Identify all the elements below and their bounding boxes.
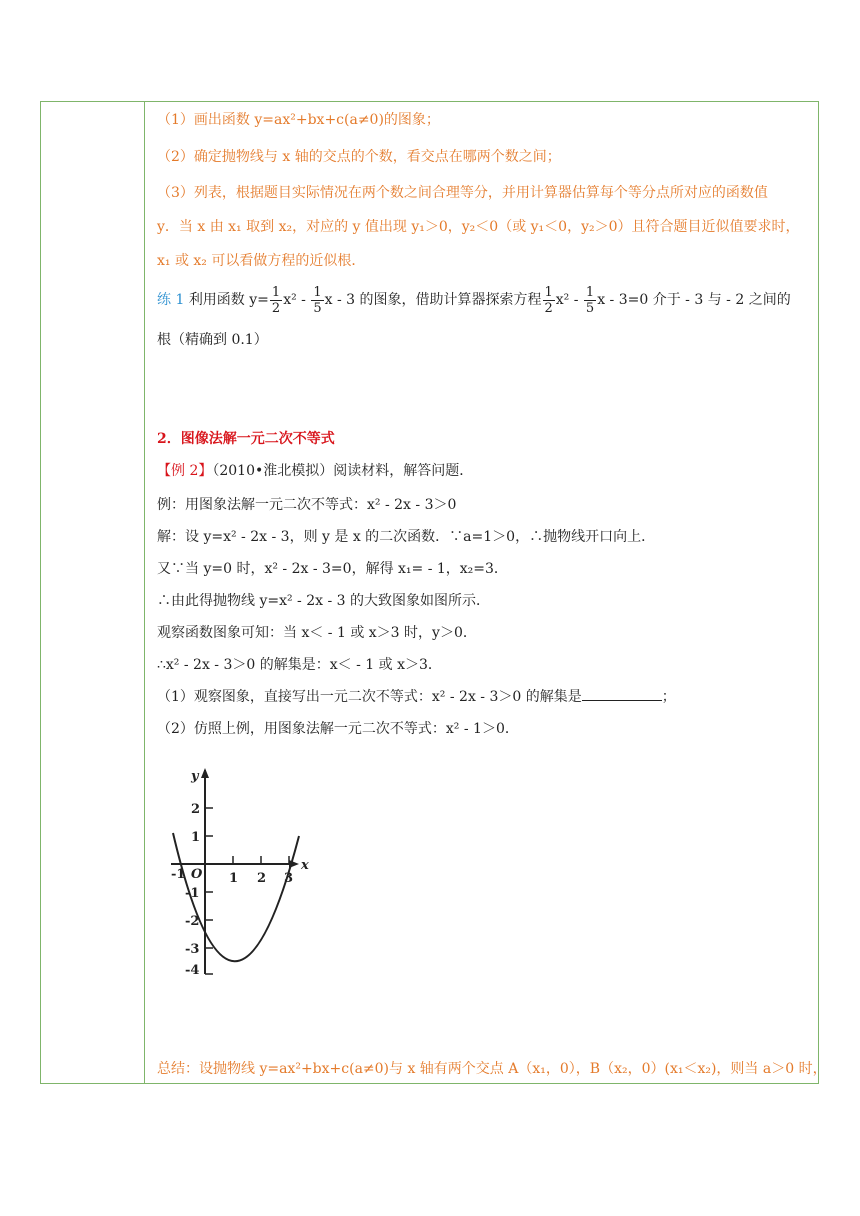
y-tick-label: -1 [185,886,200,901]
question-1-end: ； [661,689,676,705]
exercise-1 [157,280,791,320]
x-tick-label: 2 [257,871,267,886]
exercise-text: x - 3=0 介于 - 3 与 - 2 之间的 [597,292,791,308]
exercise-text: 利用函数 y= [188,292,269,308]
y-tick-label: -2 [185,914,200,929]
example-source: （2010•淮北模拟）阅读材料，解答问题． [212,463,474,479]
y-label: y [191,769,199,784]
y-axis-arrow [201,768,209,778]
section-heading: 2．图像法解一元二次不等式 [157,431,335,447]
example-line-6: ∴x² - 2x - 3＞0 的解集是：x＜ - 1 或 x＞3． [157,657,442,673]
fraction: $\frac{1}{2}$ [271,284,281,316]
exercise-label: 练 1 [157,292,185,308]
left-column [41,102,145,1083]
x-tick-label: 1 [229,871,239,886]
y-tick-label: 2 [191,802,201,817]
right-column [157,102,827,1083]
question-2: （2）仿照上例，用图象法解一元二次不等式：x² - 1＞0． [157,721,519,737]
exercise-1-end: 根（精确到 0.1） [157,332,268,348]
example-tag: 【例 2】 [157,463,213,479]
parabola-graph [171,768,321,976]
fraction: $\frac{1}{2}$ [544,284,553,316]
exercise-text: x - 3 的图象，借助计算器探索方程 [324,292,542,308]
origin-label: O [191,867,203,882]
example-line-3: 又∵当 y=0 时，x² - 2x - 3=0，解得 x₁= - 1，x₂=3． [157,561,508,577]
content-table [40,101,827,1084]
example-line-4: ∴由此得抛物线 y=x² - 2x - 3 的大致图象如图所示． [157,593,491,609]
fraction: $\frac{1}{5}$ [313,284,322,316]
question-1-text: （1）观察图象，直接写出一元二次不等式：x² - 2x - 3＞0 的解集是 [157,689,582,705]
method-step-2: （2）确定抛物线与 x 轴的交点的个数，看交点在哪两个数之间； [157,149,561,165]
fraction: $\frac{1}{5}$ [585,284,595,316]
method-step-1: （1）画出函数 y=ax²+bx+c(a≠0)的图象； [157,112,440,128]
example-line-2: 解：设 y=x² - 2x - 3，则 y 是 x 的二次函数．∵a=1＞0，∴抛物线开口向上． [157,529,656,545]
exercise-text: x² - [555,292,583,308]
example-line-5: 观察函数图象可知：当 x＜ - 1 或 x＞3 时，y＞0． [157,625,477,641]
x-tick-label: -1 [171,867,186,882]
x-label: x [301,858,309,873]
answer-blank [582,686,662,701]
method-step-3a: （3）列表，根据题目实际情况在两个数之间合理等分，并用计算器估算每个等分点所对应的函数值 [157,185,768,201]
x-tick-label: 3 [284,871,294,886]
y-tick-label: -4 [185,963,200,976]
example-line-1: 例：用图象法解一元二次不等式：x² - 2x - 3＞0 [157,497,457,513]
exercise-text: x² - [283,292,311,308]
summary-line: 总结：设抛物线 y=ax²+bx+c(a≠0)与 x 轴有两个交点 A（x₁，0），B（x₂，0）(x₁＜x₂)，则当 a＞0 时， [157,1061,827,1077]
example-2-header [157,460,473,482]
question-1 [157,686,676,708]
y-tick-label: -3 [185,942,200,957]
method-step-3c: x₁ 或 x₂ 可以看做方程的近似根． [157,253,366,269]
y-tick-label: 1 [191,830,201,845]
method-step-3b: y．当 x 由 x₁ 取到 x₂，对应的 y 值出现 y₁＞0，y₂＜0（或 y₁＜0，y₂＞0）且符合题目近似值要求时， [157,219,800,235]
